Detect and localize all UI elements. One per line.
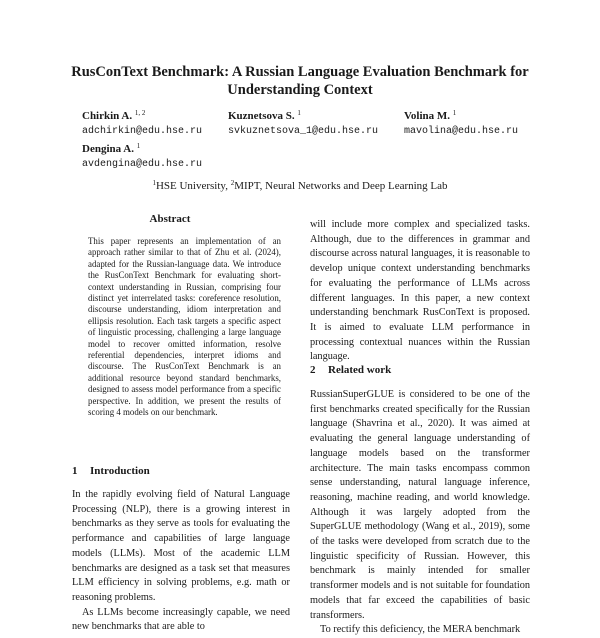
author-email[interactable]: adchirkin@edu.hse.ru — [82, 126, 203, 137]
author-name: Kuznetsova S. — [228, 110, 295, 122]
section-title: Related work — [328, 364, 392, 376]
affiliations — [40, 180, 560, 192]
section-title: Introduction — [90, 465, 150, 477]
author-volina — [404, 109, 518, 139]
author-chirkin — [82, 109, 202, 139]
right-column-top — [310, 218, 530, 365]
affil-text-2: MIPT, Neural Networks and Deep Learning Lab — [234, 180, 448, 192]
author-kuznetsova — [228, 109, 378, 139]
intro-paragraph-cut: As LLMs become increasingly capable, we need new benchmarks that are able to — [72, 606, 290, 633]
related-paragraph-cut: To rectify this deficiency, the MERA benchmark — [320, 624, 521, 636]
author-email[interactable]: mavolina@edu.hse.ru — [404, 126, 519, 137]
section-heading-introduction — [72, 465, 150, 477]
intro-continuation: will include more complex and specialized tasks. Although, due to the differences in grammar and discourse across natural languages, it is reasonable to develop unique context understanding benchmarks for evaluating the performance of LLMs across different languages. In this paper, a new context understanding benchmark RusConText is proposed. It is aimed to evaluate LLM performance in processing contextual nuances within the Russian language. — [310, 219, 530, 363]
abstract-body: This paper represents an implementation of an approach rather similar to that of Zhu et al. (2024), adapted for the Russian-language data. We introduce the RusConText Benchmark for evaluating short-context understanding in Russian, comprising four distinct yet interrelated tasks: coreference resolution, discourse understanding, idiom interpretation and ellipsis resolution. Each task targets a specific aspect of linguistic processing, challenging a large language model to recover omitted information, resolve referential dependencies, interpret idioms and discourse. The RusConText Benchmark is an additional resource beyond standard benchmarks, designed to assess model performance from a specific perspective. In addition, we present the results of scoring 4 models on our benchmark. — [88, 236, 281, 418]
author-name: Volina M. — [404, 110, 451, 122]
paper-title-line1: RusConText Benchmark: A Russian Language Evaluation Benchmark for — [71, 64, 529, 80]
intro-paragraph: In the rapidly evolving field of Natural Language Processing (NLP), there is a growing interest in benchmarks as they serve as tools for evaluating the performance and capabilities of large language models (LLMs). Most of the academic LLM benchmarks are designed as a task set that measures LLM efficiency in solving problems, e.g. math or reasoning problems. — [72, 489, 290, 603]
author-dengina — [82, 142, 202, 172]
paper-title — [40, 63, 560, 99]
section-number: 1 — [72, 465, 78, 477]
paper-title-line2: Understanding Context — [227, 82, 373, 98]
affil-text-1: HSE University, — [155, 180, 231, 192]
affil-mark-2: 2 — [230, 179, 235, 187]
abstract-heading: Abstract — [149, 213, 191, 225]
related-body — [310, 388, 530, 638]
author-name: Dengina A. — [82, 143, 134, 155]
author-affil-mark: 1 — [452, 109, 457, 117]
related-paragraph: RussianSuperGLUE is considered to be one of the first benchmarks created specifically for the Russian language (Shavrina et al., 2020). It was aimed at evaluating the general language understanding of language models based on the transformer architecture. The main tasks encompass common sense understanding, natural language inference, reasoning, machine reading, and world knowledge. Although it was largely adopted from the SuperGLUE methodology (Wang et al., 2019), some of the tasks were developed from scratch due to the linguistic specificity of Russian. However, this benchmark is mainly intended for smaller transformer models and is not suitable for foundation models that far exceed the capabilities of basic transformers. — [310, 389, 530, 621]
author-affil-mark: 1, 2 — [134, 109, 146, 117]
section-number: 2 — [310, 364, 316, 376]
author-affil-mark: 1 — [297, 109, 301, 117]
author-affil-mark: 1 — [136, 142, 141, 150]
section-heading-related-work — [310, 364, 391, 376]
author-email[interactable]: avdengina@edu.hse.ru — [82, 159, 203, 170]
affil-mark-1: 1 — [152, 179, 156, 187]
author-email[interactable]: svkuznetsova_1@edu.hse.ru — [228, 126, 379, 137]
intro-body — [72, 488, 290, 635]
author-name: Chirkin A. — [82, 110, 133, 122]
